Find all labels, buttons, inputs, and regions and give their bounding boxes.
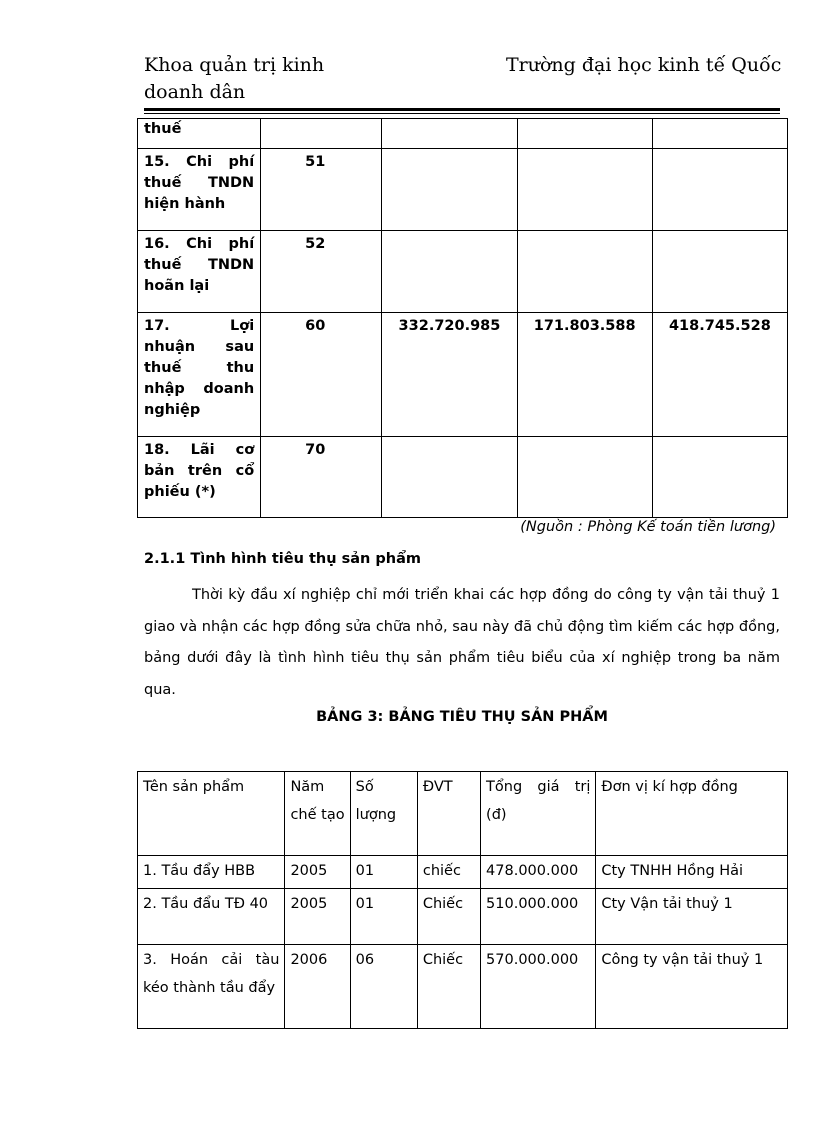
value-year-2 (517, 119, 652, 149)
table-row (138, 856, 788, 889)
table-cell: Cty TNHH Hồng Hải (596, 856, 788, 889)
item-code: 60 (261, 313, 382, 437)
column-header: Số lượng (350, 772, 417, 856)
table-row (138, 119, 788, 149)
header-rule-thin (144, 113, 780, 114)
table-cell: chiếc (417, 856, 480, 889)
table-cell: 3. Hoán cải tàu kéo thành tầu đẩy (138, 945, 285, 1029)
table-title: BẢNG 3: BẢNG TIÊU THỤ SẢN PHẨM (316, 709, 608, 725)
item-code (261, 119, 382, 149)
table-row (138, 889, 788, 945)
item-name: 15. Chi phí thuế TNDN hiện hành (138, 149, 261, 231)
value-year-2 (517, 437, 652, 518)
value-year-3 (652, 149, 787, 231)
table-cell: 01 (350, 889, 417, 945)
value-year-1 (382, 149, 517, 231)
page-header (144, 52, 782, 103)
table-row (138, 437, 788, 518)
item-name: thuế (138, 119, 261, 149)
table-cell: 2005 (285, 856, 350, 889)
header-faculty: Khoa quản trị kinh doanh dân (144, 54, 325, 103)
value-year-1 (382, 437, 517, 518)
column-header: Tên sản phẩm (138, 772, 285, 856)
section-heading: 2.1.1 Tình hình tiêu thụ sản phẩm (144, 551, 421, 567)
value-year-3: 418.745.528 (652, 313, 787, 437)
body-paragraph: Thời kỳ đầu xí nghiệp chỉ mới triển khai các hợp đồng do công ty vận tải thuỷ 1 giao và nhận các hợp đồng sửa chữa nhỏ, sau này đã chủ động tìm kiếm các hợp đồng, bảng dưới đây là tình hình tiêu thụ sản phẩm tiêu biểu của xí nghiệp trong ba năm qua. (144, 587, 780, 698)
product-sales-table (137, 771, 788, 1029)
table-cell: Công ty vận tải thuỷ 1 (596, 945, 788, 1029)
header-university: Trường đại học kinh tế Quốc (506, 54, 782, 76)
table-cell: Chiếc (417, 945, 480, 1029)
table-cell: 570.000.000 (481, 945, 596, 1029)
table-cell: Cty Vận tải thuỷ 1 (596, 889, 788, 945)
source-note: (Nguồn : Phòng Kế toán tiền lương) (520, 519, 776, 535)
value-year-1: 332.720.985 (382, 313, 517, 437)
item-code: 52 (261, 231, 382, 313)
table-cell: Chiếc (417, 889, 480, 945)
table-cell: 2006 (285, 945, 350, 1029)
item-code: 51 (261, 149, 382, 231)
column-header: Năm chế tạo (285, 772, 350, 856)
table-cell: 06 (350, 945, 417, 1029)
column-header: Tổng giá trị (đ) (481, 772, 596, 856)
value-year-3 (652, 437, 787, 518)
item-code: 70 (261, 437, 382, 518)
value-year-3 (652, 231, 787, 313)
value-year-3 (652, 119, 787, 149)
table-row (138, 149, 788, 231)
table-row (138, 945, 788, 1029)
table-row (138, 313, 788, 437)
item-name: 17. Lợi nhuận sau thuế thu nhập doanh nghiệp (138, 313, 261, 437)
table-cell: 478.000.000 (481, 856, 596, 889)
table-cell: 2005 (285, 889, 350, 945)
item-name: 16. Chi phí thuế TNDN hoãn lại (138, 231, 261, 313)
table-cell: 1. Tầu đẩy HBB (138, 856, 285, 889)
value-year-2 (517, 231, 652, 313)
value-year-2 (517, 149, 652, 231)
value-year-2: 171.803.588 (517, 313, 652, 437)
item-name: 18. Lãi cơ bản trên cổ phiếu (*) (138, 437, 261, 518)
value-year-1 (382, 231, 517, 313)
table-row (138, 231, 788, 313)
column-header: ĐVT (417, 772, 480, 856)
table-cell: 510.000.000 (481, 889, 596, 945)
header-rule-thick (144, 108, 780, 111)
table-cell: 2. Tầu đẩu TĐ 40 (138, 889, 285, 945)
column-header: Đơn vị kí hợp đồng (596, 772, 788, 856)
value-year-1 (382, 119, 517, 149)
table-cell: 01 (350, 856, 417, 889)
income-statement-table (137, 118, 788, 518)
table-header-row (138, 772, 788, 856)
